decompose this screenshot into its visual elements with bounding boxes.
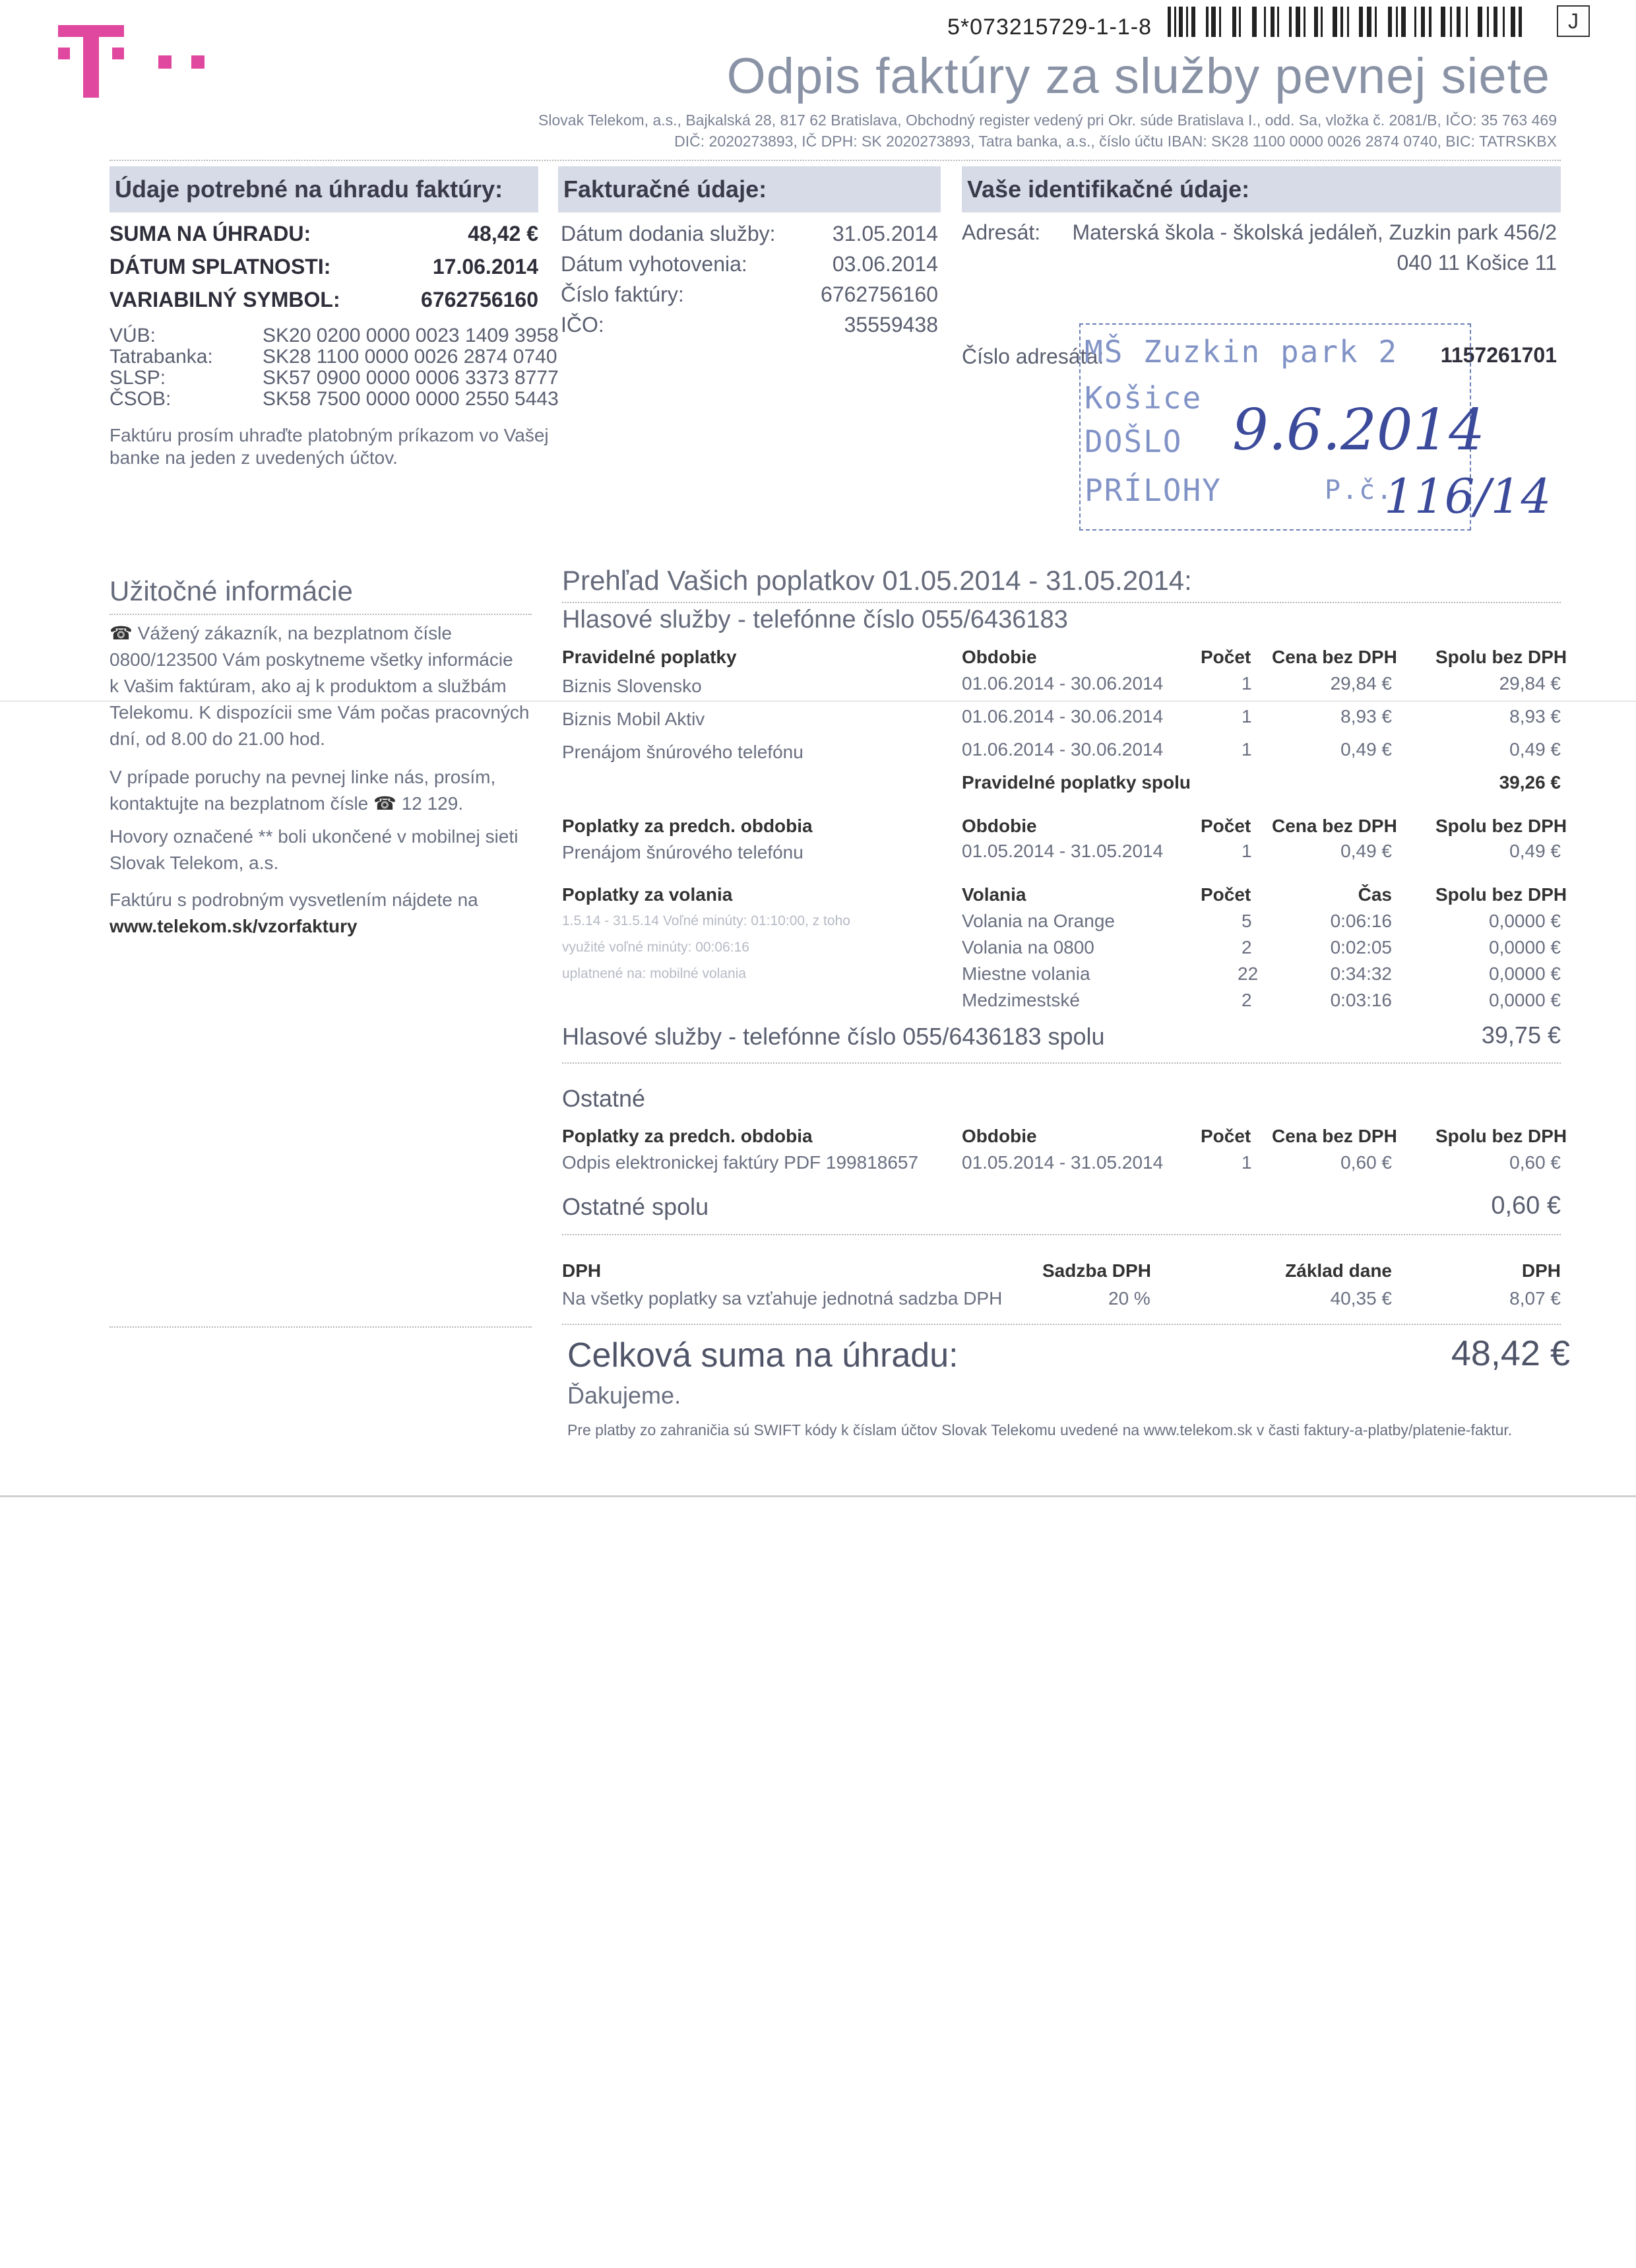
details-link[interactable]: www.telekom.sk/vzorfaktury bbox=[110, 916, 358, 936]
document-type-box: J bbox=[1557, 5, 1590, 37]
item-name: Prenájom šnúrového telefónu bbox=[562, 842, 803, 862]
call-count: 22 bbox=[1238, 963, 1259, 984]
addressee-line: Materská škola - školská jedáleň, Zuzkin park 456/2 bbox=[1072, 220, 1557, 244]
phone-icon: ☎ bbox=[110, 623, 133, 643]
info-line: Hovory označené ** boli ukončené v mobilnej sieti bbox=[110, 826, 519, 847]
regular-sum-value: 39,26 € bbox=[1499, 772, 1561, 793]
call-type: Volania na 0800 bbox=[962, 937, 1094, 957]
call-time: 0:34:32 bbox=[1330, 963, 1392, 984]
useful-info-heading: Užitočné informácie bbox=[110, 575, 353, 606]
info-line: V prípade poruchy na pevnej linke nás, prosím, bbox=[110, 767, 496, 787]
variable-symbol-value: 6762756160 bbox=[421, 288, 538, 311]
info-line: kontaktujte na bezplatnom čísle bbox=[110, 793, 369, 814]
call-total: 0,0000 € bbox=[1489, 911, 1561, 931]
item-total: 8,93 € bbox=[1509, 706, 1561, 727]
stamp-line: DOŠLO bbox=[1085, 424, 1183, 459]
column-header: Čas bbox=[1358, 884, 1392, 905]
item-price: 0,60 € bbox=[1340, 1152, 1392, 1173]
other-title: Ostatné bbox=[562, 1085, 646, 1112]
divider bbox=[562, 602, 1561, 603]
addressee-number-label: Číslo adresáta: bbox=[962, 344, 1104, 368]
column-header: Poplatky za predch. obdobia bbox=[562, 1126, 813, 1146]
swift-footer: Pre platby zo zahraničia sú SWIFT kódy k číslam účtov Slovak Telekomu uvedené na www.telekom.sk v časti faktury-a-platby/platenie-faktur. bbox=[567, 1421, 1513, 1439]
vat-header: DPH bbox=[1521, 1260, 1561, 1281]
info-line: dní, od 8.00 do 21.00 hod. bbox=[110, 729, 325, 749]
item-name: Prenájom šnúrového telefónu bbox=[562, 742, 803, 762]
divider bbox=[110, 160, 1561, 161]
handwritten-date: 9.6.2014 bbox=[1232, 397, 1485, 463]
item-name: Odpis elektronickej faktúry PDF 199818657 bbox=[562, 1152, 919, 1173]
due-date-value: 17.06.2014 bbox=[432, 255, 538, 278]
item-count: 1 bbox=[1242, 706, 1252, 727]
due-date-label: DÁTUM SPLATNOSTI: bbox=[110, 255, 331, 278]
call-type: Volania na Orange bbox=[962, 911, 1115, 931]
stamp-line: Košice bbox=[1085, 380, 1203, 416]
sum-value: 48,42 € bbox=[468, 222, 538, 245]
grand-total-value: 48,42 € bbox=[1451, 1334, 1570, 1373]
item-period: 01.06.2014 - 30.06.2014 bbox=[962, 706, 1164, 727]
free-minutes-note: využité voľné minúty: 00:06:16 bbox=[562, 940, 749, 955]
item-total: 29,84 € bbox=[1499, 673, 1561, 694]
item-total: 0,60 € bbox=[1509, 1152, 1561, 1173]
column-header: Cena bez DPH bbox=[1272, 816, 1397, 836]
call-total: 0,0000 € bbox=[1489, 990, 1561, 1010]
info-line: Slovak Telekom, a.s. bbox=[110, 853, 279, 873]
divider bbox=[562, 1062, 1561, 1064]
column-header: Spolu bez DPH bbox=[1435, 1126, 1567, 1146]
overview-title: Prehľad Vašich poplatkov 01.05.2014 - 31.05.2014: bbox=[562, 565, 1192, 596]
item-count: 1 bbox=[1242, 739, 1252, 760]
column-header: Obdobie bbox=[962, 816, 1037, 836]
barcode bbox=[1168, 7, 1524, 37]
company-info bbox=[538, 110, 1557, 152]
bank-name: Tatrabanka: bbox=[110, 346, 213, 368]
column-header: Pravidelné poplatky bbox=[562, 647, 737, 667]
item-period: 01.05.2014 - 31.05.2014 bbox=[962, 1152, 1164, 1173]
addressee-number-value: 1157261701 bbox=[1440, 343, 1557, 367]
regular-sum-label: Pravidelné poplatky spolu bbox=[962, 772, 1191, 793]
divider bbox=[562, 1234, 1561, 1235]
item-price: 0,49 € bbox=[1340, 841, 1392, 861]
item-name: Biznis Mobil Aktiv bbox=[562, 709, 705, 729]
item-count: 1 bbox=[1242, 1152, 1252, 1173]
bank-name: SLSP: bbox=[110, 367, 166, 389]
info-line: 12 129. bbox=[401, 793, 464, 814]
item-total: 0,49 € bbox=[1509, 739, 1561, 760]
divider bbox=[110, 1326, 532, 1328]
payment-note: banke na jeden z uvedených účtov. bbox=[110, 447, 398, 468]
handwritten-number: 116/14 bbox=[1384, 469, 1552, 524]
bank-account: SK28 1100 0000 0026 2874 0740 bbox=[263, 346, 557, 368]
other-sum-value: 0,60 € bbox=[1491, 1192, 1561, 1219]
useful-info-p1 bbox=[110, 620, 532, 752]
bank-name: ČSOB: bbox=[110, 388, 172, 410]
call-type: Miestne volania bbox=[962, 963, 1090, 984]
stamp-line: MŠ Zuzkin park 2 bbox=[1085, 334, 1399, 370]
billing-value: 35559438 bbox=[844, 313, 938, 337]
billing-value: 03.06.2014 bbox=[832, 252, 938, 276]
call-count: 2 bbox=[1242, 990, 1252, 1010]
call-time: 0:03:16 bbox=[1330, 990, 1392, 1010]
vat-heading: DPH bbox=[562, 1260, 602, 1281]
page-title: Odpis faktúry za služby pevnej siete bbox=[726, 48, 1550, 104]
page-separator bbox=[0, 1495, 1636, 1497]
logo-dot bbox=[158, 55, 172, 69]
column-header: Spolu bez DPH bbox=[1435, 647, 1567, 667]
item-total: 0,49 € bbox=[1509, 841, 1561, 861]
thanks-text: Ďakujeme. bbox=[567, 1382, 681, 1409]
useful-info-p3 bbox=[110, 824, 532, 876]
item-price: 29,84 € bbox=[1330, 673, 1392, 694]
column-header: Cena bez DPH bbox=[1272, 647, 1397, 667]
divider bbox=[110, 614, 532, 615]
free-minutes-note: 1.5.14 - 31.5.14 Voľné minúty: 01:10:00, z toho bbox=[562, 913, 850, 928]
vat-rate-header: Sadzba DPH bbox=[1042, 1260, 1151, 1281]
billing-label: IČO: bbox=[561, 313, 604, 337]
bank-name: VÚB: bbox=[110, 325, 156, 346]
company-line: Slovak Telekom, a.s., Bajkalská 28, 817 62 Bratislava, Obchodný register vedený pri Okr. súde Bratislava I., odd. Sa, vložka č. 2081/B, IČO: 35 763 469 bbox=[538, 112, 1557, 129]
column-header: Obdobie bbox=[962, 647, 1037, 667]
billing-label: Dátum dodania služby: bbox=[561, 222, 776, 245]
vat-rate: 20 % bbox=[1108, 1288, 1150, 1309]
useful-info-p2 bbox=[110, 764, 532, 817]
info-line: Faktúru s podrobným vysvetlením nájdete na bbox=[110, 890, 478, 910]
info-line: 0800/123500 Vám poskytneme všetky informácie bbox=[110, 649, 513, 670]
useful-info-p4 bbox=[110, 887, 532, 940]
billing-label: Dátum vyhotovenia: bbox=[561, 252, 747, 276]
call-type: Medzimestské bbox=[962, 990, 1080, 1010]
addressee-label: Adresát: bbox=[962, 220, 1041, 244]
column-header: Obdobie bbox=[962, 1126, 1037, 1146]
call-time: 0:02:05 bbox=[1330, 937, 1392, 957]
logo-dot bbox=[191, 55, 204, 69]
identification-heading: Vaše identifikačné údaje: bbox=[962, 166, 1561, 212]
divider bbox=[562, 1324, 1561, 1325]
telekom-logo bbox=[58, 25, 124, 98]
info-line: Vážený zákazník, na bezplatnom čísle bbox=[137, 623, 452, 643]
billing-value: 31.05.2014 bbox=[832, 222, 938, 245]
item-period: 01.06.2014 - 30.06.2014 bbox=[962, 739, 1164, 760]
call-count: 5 bbox=[1242, 911, 1252, 931]
voice-services-title: Hlasové služby - telefónne číslo 055/6436183 bbox=[562, 606, 1068, 633]
vat-amount: 8,07 € bbox=[1509, 1288, 1561, 1309]
addressee-line: 040 11 Košice 11 bbox=[1397, 251, 1557, 275]
bank-account: SK58 7500 0000 0000 2550 5443 bbox=[263, 388, 559, 410]
sum-label: SUMA NA ÚHRADU: bbox=[110, 222, 311, 245]
vat-base-header: Základ dane bbox=[1285, 1260, 1392, 1281]
item-price: 8,93 € bbox=[1340, 706, 1392, 727]
payment-heading: Údaje potrebné na úhradu faktúry: bbox=[110, 166, 538, 212]
bank-account: SK20 0200 0000 0023 1409 3958 bbox=[263, 325, 559, 346]
billing-value: 6762756160 bbox=[821, 282, 938, 306]
column-header: Cena bez DPH bbox=[1272, 1126, 1397, 1146]
document-code: 5*073215729-1-1-8 bbox=[947, 15, 1152, 40]
item-period: 01.05.2014 - 31.05.2014 bbox=[962, 841, 1164, 861]
item-period: 01.06.2014 - 30.06.2014 bbox=[962, 673, 1164, 694]
vat-base: 40,35 € bbox=[1330, 1288, 1392, 1309]
column-header: Volania bbox=[962, 884, 1026, 905]
column-header: Počet bbox=[1201, 647, 1251, 667]
voice-total-value: 39,75 € bbox=[1481, 1021, 1561, 1049]
other-sum-label: Ostatné spolu bbox=[562, 1193, 709, 1220]
column-header: Spolu bez DPH bbox=[1435, 816, 1567, 836]
item-price: 0,49 € bbox=[1340, 739, 1392, 760]
phone-icon: ☎ bbox=[373, 793, 396, 814]
column-header: Spolu bez DPH bbox=[1435, 884, 1567, 905]
info-line: Telekomu. K dispozícii sme Vám počas pracovných bbox=[110, 702, 530, 723]
column-header: Počet bbox=[1201, 816, 1251, 836]
column-header: Počet bbox=[1201, 884, 1251, 905]
call-total: 0,0000 € bbox=[1489, 937, 1561, 957]
payment-note: Faktúru prosím uhraďte platobným príkazom vo Vašej bbox=[110, 425, 549, 445]
item-count: 1 bbox=[1242, 841, 1252, 861]
bank-account: SK57 0900 0000 0006 3373 8777 bbox=[263, 367, 559, 389]
call-count: 2 bbox=[1242, 937, 1252, 957]
column-header: Počet bbox=[1201, 1126, 1251, 1146]
info-line: k Vašim faktúram, ako aj k produktom a službám bbox=[110, 676, 507, 696]
vat-description: Na všetky poplatky sa vzťahuje jednotná sadzba DPH bbox=[562, 1288, 1003, 1309]
company-line: DIČ: 2020273893, IČ DPH: SK 2020273893, Tatra banka, a.s., číslo účtu IBAN: SK28 1100 0000 0026 2874 0740, BIC: TATRSKBX bbox=[674, 133, 1557, 150]
grand-total-label: Celková suma na úhradu: bbox=[567, 1336, 959, 1375]
variable-symbol-label: VARIABILNÝ SYMBOL: bbox=[110, 288, 340, 311]
call-time: 0:06:16 bbox=[1330, 911, 1392, 931]
billing-label: Číslo faktúry: bbox=[561, 282, 684, 306]
column-header: Poplatky za predch. obdobia bbox=[562, 816, 813, 836]
free-minutes-note: uplatnené na: mobilné volania bbox=[562, 966, 747, 981]
voice-total-label: Hlasové služby - telefónne číslo 055/6436183 spolu bbox=[562, 1023, 1105, 1050]
call-total: 0,0000 € bbox=[1489, 963, 1561, 984]
item-count: 1 bbox=[1242, 673, 1252, 694]
column-header: Poplatky za volania bbox=[562, 884, 733, 905]
stamp-line: PRÍLOHY bbox=[1085, 472, 1222, 508]
stamp-line: P.č. bbox=[1325, 475, 1394, 505]
billing-heading: Fakturačné údaje: bbox=[558, 166, 941, 212]
item-name: Biznis Slovensko bbox=[562, 676, 702, 696]
